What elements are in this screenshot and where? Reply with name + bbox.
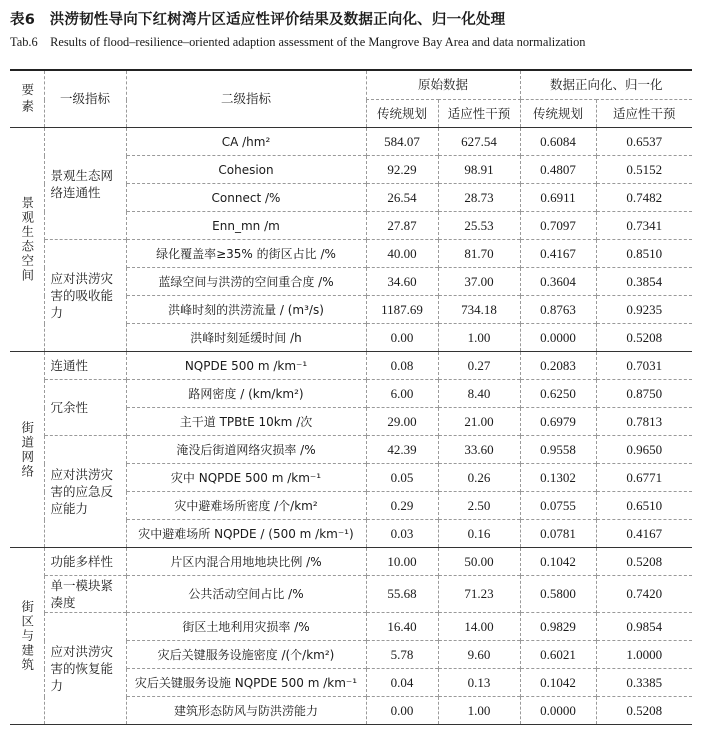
level2-cell: 街区土地利用灾损率 /%	[126, 613, 366, 641]
norm-traditional-cell: 0.1042	[520, 669, 596, 697]
norm-traditional-cell: 0.3604	[520, 268, 596, 296]
norm-adaptive-cell: 0.9235	[596, 296, 692, 324]
raw-adaptive-cell: 8.40	[438, 380, 520, 408]
norm-traditional-cell: 0.0755	[520, 492, 596, 520]
header-norm-group: 数据正向化、归一化	[520, 70, 692, 100]
norm-traditional-cell: 0.7097	[520, 212, 596, 240]
level2-cell: 灾后关键服务设施密度 /(个/km²)	[126, 641, 366, 669]
norm-adaptive-cell: 0.7031	[596, 352, 692, 380]
header-level1: 一级指标	[44, 70, 126, 128]
raw-adaptive-cell: 14.00	[438, 613, 520, 641]
table-title-en: Tab.6 Results of flood–resilience–oriented adaption assessment of the Mangrove Bay Area and data normalization	[10, 35, 586, 49]
raw-traditional-cell: 92.29	[366, 156, 438, 184]
level2-cell: 路网密度 / (km/km²)	[126, 380, 366, 408]
level2-cell: 公共活动空间占比 /%	[126, 576, 366, 613]
norm-adaptive-cell: 0.4167	[596, 520, 692, 548]
norm-traditional-cell: 0.4167	[520, 240, 596, 268]
level1-cell: 景观生态网络连通性	[44, 128, 126, 240]
header-adaptive: 适应性干预	[438, 100, 520, 128]
raw-traditional-cell: 0.00	[366, 697, 438, 725]
level2-cell: NQPDE 500 m /km⁻¹	[126, 352, 366, 380]
raw-adaptive-cell: 0.27	[438, 352, 520, 380]
raw-traditional-cell: 0.04	[366, 669, 438, 697]
norm-traditional-cell: 0.0781	[520, 520, 596, 548]
raw-traditional-cell: 55.68	[366, 576, 438, 613]
norm-traditional-cell: 0.2083	[520, 352, 596, 380]
norm-adaptive-cell: 0.7341	[596, 212, 692, 240]
level1-cell: 连通性	[44, 352, 126, 380]
raw-traditional-cell: 16.40	[366, 613, 438, 641]
header-raw-group: 原始数据	[366, 70, 520, 100]
raw-adaptive-cell: 1.00	[438, 697, 520, 725]
norm-adaptive-cell: 0.8510	[596, 240, 692, 268]
level2-cell: 灾中避难场所密度 /个/km²	[126, 492, 366, 520]
element-cell: 景观生态空间	[19, 196, 35, 283]
raw-adaptive-cell: 627.54	[438, 128, 520, 156]
norm-adaptive-cell: 0.5208	[596, 697, 692, 725]
level2-cell: 蓝绿空间与洪涝的空间重合度 /%	[126, 268, 366, 296]
element-cell: 街道网络	[10, 352, 44, 548]
raw-adaptive-cell: 81.70	[438, 240, 520, 268]
raw-adaptive-cell: 9.60	[438, 641, 520, 669]
raw-adaptive-cell: 2.50	[438, 492, 520, 520]
norm-traditional-cell: 0.1302	[520, 464, 596, 492]
table-row	[10, 436, 692, 464]
raw-traditional-cell: 0.00	[366, 324, 438, 352]
raw-traditional-cell: 1187.69	[366, 296, 438, 324]
norm-adaptive-cell: 0.3854	[596, 268, 692, 296]
norm-traditional-cell: 0.4807	[520, 156, 596, 184]
norm-adaptive-cell: 0.3385	[596, 669, 692, 697]
header-traditional: 传统规划	[366, 100, 438, 128]
raw-traditional-cell: 10.00	[366, 548, 438, 576]
norm-traditional-cell: 0.6979	[520, 408, 596, 436]
norm-adaptive-cell: 0.5208	[596, 324, 692, 352]
level2-cell: Connect /%	[126, 184, 366, 212]
norm-adaptive-cell: 0.7482	[596, 184, 692, 212]
raw-adaptive-cell: 33.60	[438, 436, 520, 464]
norm-adaptive-cell: 0.7420	[596, 576, 692, 613]
raw-adaptive-cell: 71.23	[438, 576, 520, 613]
raw-traditional-cell: 0.03	[366, 520, 438, 548]
raw-traditional-cell: 0.08	[366, 352, 438, 380]
norm-adaptive-cell: 0.6771	[596, 464, 692, 492]
norm-adaptive-cell: 0.9854	[596, 613, 692, 641]
raw-adaptive-cell: 0.26	[438, 464, 520, 492]
norm-traditional-cell: 0.6084	[520, 128, 596, 156]
level2-cell: 洪峰时刻的洪涝流量 / (m³/s)	[126, 296, 366, 324]
norm-traditional-cell: 0.0000	[520, 324, 596, 352]
norm-traditional-cell: 0.9829	[520, 613, 596, 641]
norm-traditional-cell: 0.5800	[520, 576, 596, 613]
raw-adaptive-cell: 37.00	[438, 268, 520, 296]
level2-cell: 灾中避难场所 NQPDE / (500 m /km⁻¹)	[126, 520, 366, 548]
raw-adaptive-cell: 21.00	[438, 408, 520, 436]
raw-traditional-cell: 34.60	[366, 268, 438, 296]
norm-traditional-cell: 0.6911	[520, 184, 596, 212]
level2-cell: 淹没后街道网络灾损率 /%	[126, 436, 366, 464]
norm-traditional-cell: 0.9558	[520, 436, 596, 464]
level1-cell: 功能多样性	[44, 548, 126, 576]
norm-adaptive-cell: 0.5208	[596, 548, 692, 576]
level1-cell: 应对洪涝灾害的恢复能力	[44, 613, 126, 725]
raw-traditional-cell: 0.29	[366, 492, 438, 520]
header-adaptive-norm: 适应性干预	[596, 100, 692, 128]
table-row	[10, 613, 692, 641]
raw-adaptive-cell: 28.73	[438, 184, 520, 212]
raw-traditional-cell: 5.78	[366, 641, 438, 669]
level2-cell: 洪峰时刻延缓时间 /h	[126, 324, 366, 352]
table-row	[10, 240, 692, 268]
level2-cell: 绿化覆盖率≥35% 的街区占比 /%	[126, 240, 366, 268]
level2-cell: 建筑形态防风与防洪涝能力	[126, 697, 366, 725]
norm-traditional-cell: 0.6021	[520, 641, 596, 669]
level1-cell: 单一模块紧凑度	[44, 576, 126, 613]
norm-traditional-cell: 0.8763	[520, 296, 596, 324]
raw-traditional-cell: 27.87	[366, 212, 438, 240]
table-row	[10, 548, 692, 576]
norm-traditional-cell: 0.1042	[520, 548, 596, 576]
norm-adaptive-cell: 0.9650	[596, 436, 692, 464]
raw-adaptive-cell: 25.53	[438, 212, 520, 240]
results-table	[10, 69, 692, 725]
header-element: 要素	[10, 70, 44, 128]
norm-adaptive-cell: 1.0000	[596, 641, 692, 669]
element-cell: 街区与建筑	[10, 548, 44, 725]
level2-cell: Enn_mn /m	[126, 212, 366, 240]
raw-traditional-cell: 26.54	[366, 184, 438, 212]
table-body	[10, 128, 692, 725]
level1-cell: 应对洪涝灾害的吸收能力	[44, 240, 126, 352]
raw-traditional-cell: 0.05	[366, 464, 438, 492]
table-row	[10, 128, 692, 156]
header-level2: 二级指标	[126, 70, 366, 128]
level2-cell: 灾中 NQPDE 500 m /km⁻¹	[126, 464, 366, 492]
table-row	[10, 352, 692, 380]
raw-adaptive-cell: 1.00	[438, 324, 520, 352]
raw-traditional-cell: 584.07	[366, 128, 438, 156]
raw-traditional-cell: 6.00	[366, 380, 438, 408]
norm-adaptive-cell: 0.6537	[596, 128, 692, 156]
level1-cell: 冗余性	[44, 380, 126, 436]
level2-cell: 主干道 TPBtE 10km /次	[126, 408, 366, 436]
norm-adaptive-cell: 0.7813	[596, 408, 692, 436]
level1-cell: 应对洪涝灾害的应急反应能力	[44, 436, 126, 548]
norm-adaptive-cell: 0.5152	[596, 156, 692, 184]
raw-traditional-cell: 29.00	[366, 408, 438, 436]
table-title-cn: 表6 洪涝韧性导向下红树湾片区适应性评价结果及数据正向化、归一化处理	[10, 12, 506, 28]
raw-adaptive-cell: 0.13	[438, 669, 520, 697]
norm-traditional-cell: 0.6250	[520, 380, 596, 408]
raw-traditional-cell: 42.39	[366, 436, 438, 464]
level2-cell: CA /hm²	[126, 128, 366, 156]
raw-adaptive-cell: 98.91	[438, 156, 520, 184]
norm-adaptive-cell: 0.6510	[596, 492, 692, 520]
raw-adaptive-cell: 734.18	[438, 296, 520, 324]
raw-adaptive-cell: 50.00	[438, 548, 520, 576]
table-row	[10, 380, 692, 408]
level2-cell: 片区内混合用地地块比例 /%	[126, 548, 366, 576]
level2-cell: Cohesion	[126, 156, 366, 184]
norm-adaptive-cell: 0.8750	[596, 380, 692, 408]
level2-cell: 灾后关键服务设施 NQPDE 500 m /km⁻¹	[126, 669, 366, 697]
header-traditional-norm: 传统规划	[520, 100, 596, 128]
table-row	[10, 576, 692, 613]
norm-traditional-cell: 0.0000	[520, 697, 596, 725]
raw-traditional-cell: 40.00	[366, 240, 438, 268]
raw-adaptive-cell: 0.16	[438, 520, 520, 548]
